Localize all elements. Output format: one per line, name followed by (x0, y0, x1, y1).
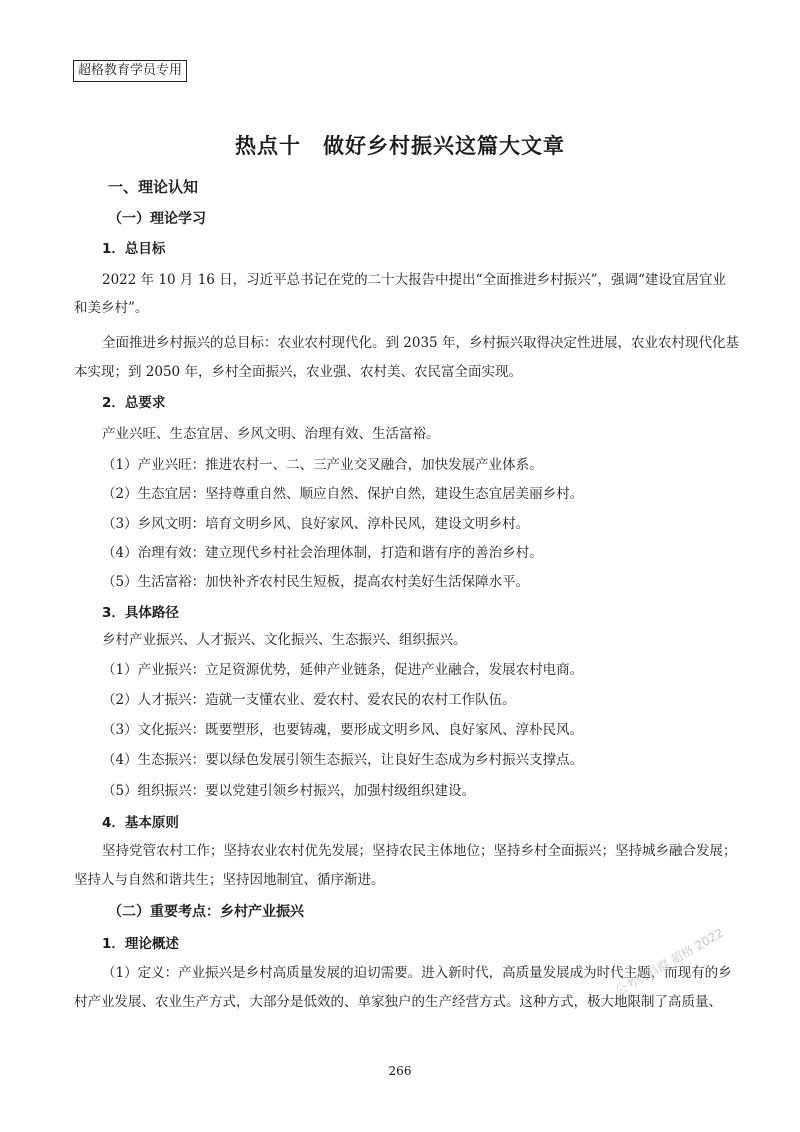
list-item: （5）组织振兴：要以党建引领乡村振兴，加强村级组织建设。 (102, 783, 476, 799)
list-item: （1）产业振兴：立足资源优势，延伸产业链条，促进产业融合，发展农村电商。 (102, 662, 584, 678)
list-intro: 产业兴旺、生态宜居、乡风文明、治理有效、生活富裕。 (102, 426, 440, 442)
paragraph-line: 全面推进乡村振兴的总目标：农业农村现代化。到 2035 年，乡村振兴取得决定性进展，农业农村现代化基 (102, 335, 739, 351)
paragraph-line: 本实现；到 2050 年，乡村全面振兴，农业强、农村美、农民富全面实现。 (74, 364, 522, 380)
title-part-topic: 做好乡村振兴这篇大文章 (323, 134, 565, 158)
list-item: （3）文化振兴：既要塑形，也要铸魂，要形成文明乡风、良好家风、淳朴民风。 (102, 722, 584, 738)
point-heading-requirements: 2．总要求 (102, 395, 166, 411)
paragraph-line: 2022 年 10 月 16 日，习近平总书记在党的二十大报告中提出“全面推进乡村振兴”，强调“建设宜居宜业 (102, 272, 726, 288)
list-item: （2）人才振兴：造就一支懂农业、爱农村、爱农民的农村工作队伍。 (102, 692, 516, 708)
page-title (0, 130, 800, 160)
list-item: （5）生活富裕：加快补齐农村民生短板，提高农村美好生活保障水平。 (102, 574, 530, 590)
paragraph-line: 坚持人与自然和谐共生；坚持因地制宜、循序渐进。 (74, 872, 385, 888)
paragraph-line: （1）定义：产业振兴是乡村高质量发展的迫切需要。进入新时代，高质量发展成为时代主题，而现有的乡 (102, 965, 732, 981)
list-item: （3）乡风文明：培育文明乡风、良好家风、淳朴民风，建设文明乡村。 (102, 516, 530, 532)
subsection-heading-key-point: （二）重要考点：乡村产业振兴 (108, 904, 304, 920)
page-number: 266 (388, 1064, 412, 1078)
list-item: （4）治理有效：建立现代乡村社会治理体制，打造和谐有序的善治乡村。 (102, 545, 543, 561)
point-heading-principles: 4．基本原则 (102, 815, 179, 831)
section-heading-1: 一、理论认知 (108, 178, 199, 196)
list-item: （4）生态振兴：要以绿色发展引领生态振兴，让良好生态成为乡村振兴支撑点。 (102, 752, 584, 768)
list-item: （2）生态宜居：坚持尊重自然、顺应自然、保护自然，建设生态宜居美丽乡村。 (102, 486, 584, 502)
list-intro: 乡村产业振兴、人才振兴、文化振兴、生态振兴、组织振兴。 (102, 632, 467, 648)
member-only-stamp: 超格教育学员专用 (73, 60, 187, 82)
paragraph-line: 坚持党管农村工作；坚持农业农村优先发展；坚持农民主体地位；坚持乡村全面振兴；坚持城乡融合发展； (102, 843, 737, 859)
point-heading-overview: 1．理论概述 (102, 936, 179, 952)
point-heading-goal: 1．总目标 (102, 241, 166, 257)
title-part-hotspot: 热点十 (235, 134, 301, 158)
subsection-heading-theory: （一）理论学习 (108, 211, 206, 227)
point-heading-paths: 3．具体路径 (102, 605, 179, 621)
watermark: 公考资料群 超格 2022 (613, 925, 726, 999)
list-item: （1）产业兴旺：推进农村一、二、三产业交叉融合，加快发展产业体系。 (102, 457, 543, 473)
paragraph-line: 和美乡村”。 (74, 300, 149, 316)
paragraph-line: 村产业发展、农业生产方式，大部分是低效的、单家独户的生产经营方式。这种方式，极大地限制了高质量、 (74, 994, 722, 1010)
